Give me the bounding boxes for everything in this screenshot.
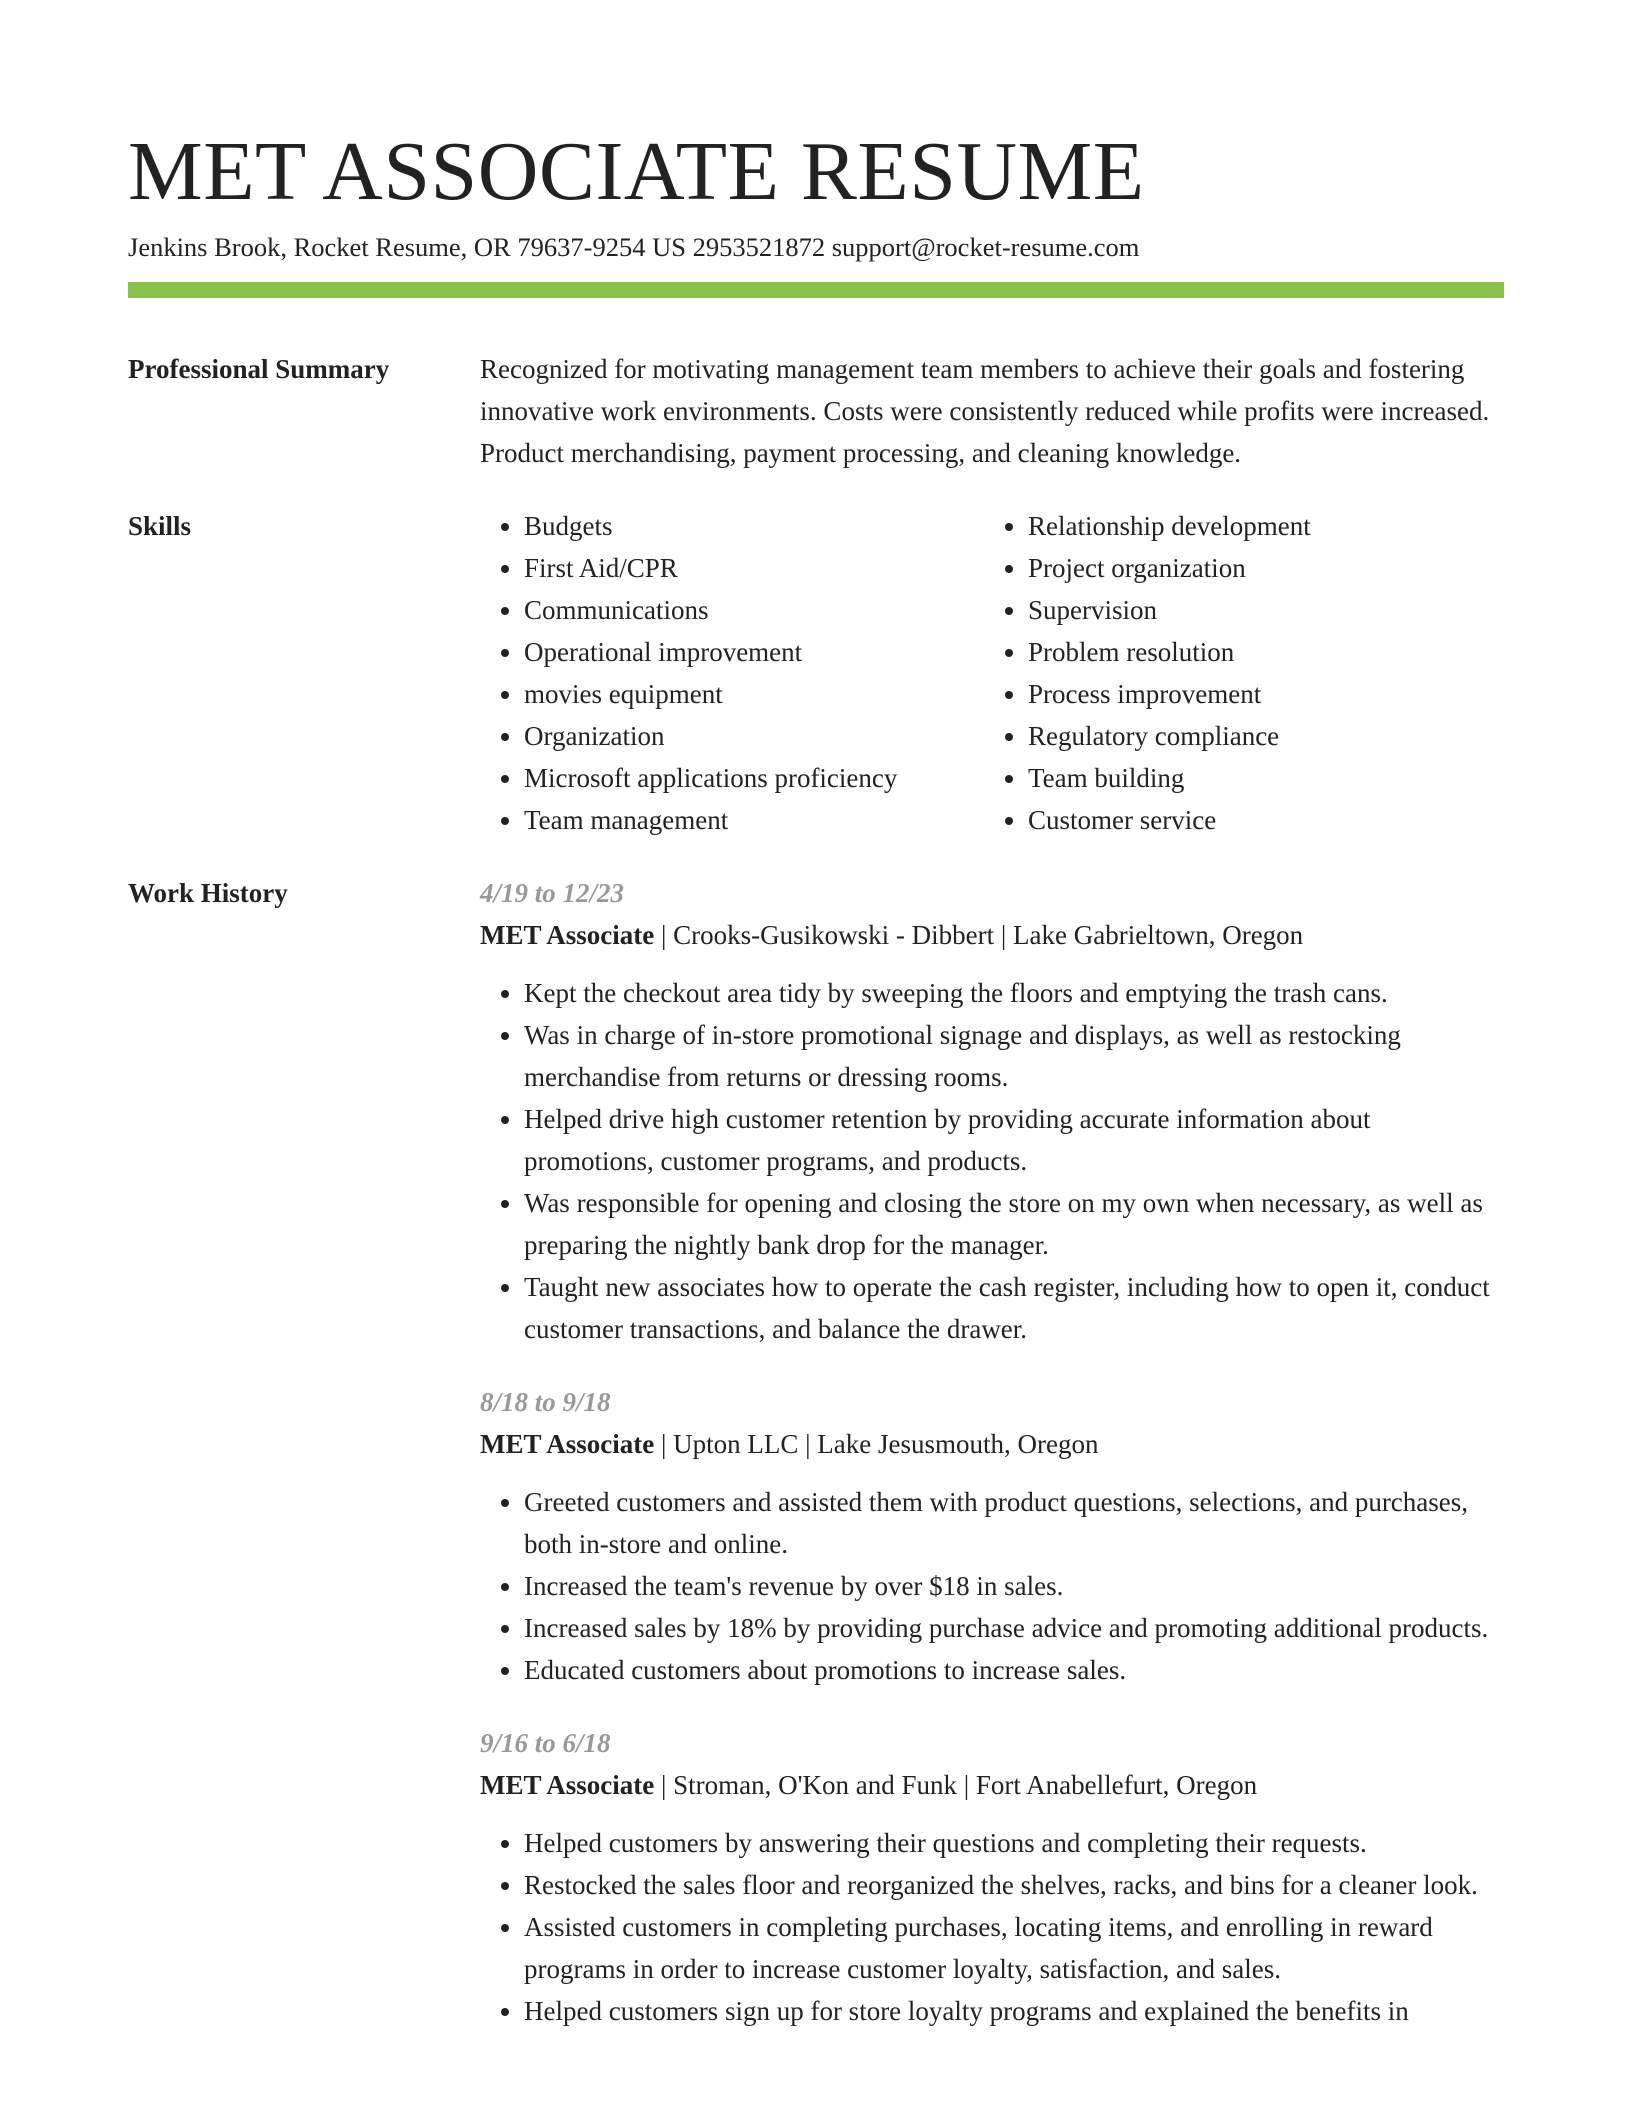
job-bullet: • Was responsible for opening and closing the store on my own when necessary, as well as preparing the nightly bank drop for the manager. xyxy=(524,1182,1504,1266)
job-entry xyxy=(480,1381,1504,1691)
job-bullet: • Greeted customers and assisted them with product questions, selections, and purchases, both in-store and online. xyxy=(524,1481,1504,1565)
skill-item: • Problem resolution xyxy=(1028,631,1504,673)
job-bullet: • Educated customers about promotions to increase sales. xyxy=(524,1649,1504,1691)
skill-item: • Organization xyxy=(524,715,984,757)
resume-page xyxy=(128,0,1504,2063)
skill-item: • Customer service xyxy=(1028,799,1504,841)
skill-item: • First Aid/CPR xyxy=(524,547,984,589)
job-dates: 8/18 to 9/18 xyxy=(480,1387,611,1417)
accent-divider xyxy=(128,282,1504,298)
skill-item: • Operational improvement xyxy=(524,631,984,673)
skill-item: • Relationship development xyxy=(1028,505,1504,547)
job-heading xyxy=(480,1423,1504,1465)
job-entry xyxy=(480,872,1504,1350)
job-employer-location: | Crooks-Gusikowski - Dibbert | Lake Gabrieltown, Oregon xyxy=(654,920,1304,950)
resume-title: MET ASSOCIATE RESUME xyxy=(128,125,1145,218)
job-bullet: • Taught new associates how to operate the cash register, including how to open it, conduct customer transactions, and balance the drawer. xyxy=(524,1266,1504,1350)
job-bullet: • Assisted customers in completing purchases, locating items, and enrolling in reward programs in order to increase customer loyalty, satisfaction, and sales. xyxy=(524,1906,1504,1990)
skills-section xyxy=(128,505,1504,841)
skill-item: • Project organization xyxy=(1028,547,1504,589)
job-heading xyxy=(480,914,1504,956)
job-bullet: • Increased sales by 18% by providing purchase advice and promoting additional products. xyxy=(524,1607,1504,1649)
job-bullet: • Helped drive high customer retention by providing accurate information about promotions, customer programs, and products. xyxy=(524,1098,1504,1182)
job-bullet: • Kept the checkout area tidy by sweeping the floors and emptying the trash cans. xyxy=(524,972,1504,1014)
work-history-section xyxy=(128,872,1504,2063)
job-bullets xyxy=(480,1481,1504,1691)
skill-item: • Process improvement xyxy=(1028,673,1504,715)
section-label-work-history: Work History xyxy=(128,878,288,908)
job-title: MET Associate xyxy=(480,1429,655,1459)
skill-item: • Team building xyxy=(1028,757,1504,799)
job-bullet: • Was in charge of in-store promotional signage and displays, as well as restocking merchandise from returns or dressing rooms. xyxy=(524,1014,1504,1098)
job-employer-location: | Stroman, O'Kon and Funk | Fort Anabellefurt, Oregon xyxy=(654,1770,1258,1800)
skill-item: • Team management xyxy=(524,799,984,841)
job-bullets xyxy=(480,972,1504,1350)
skill-item: • movies equipment xyxy=(524,673,984,715)
section-label-professional-summary: Professional Summary xyxy=(128,354,390,384)
job-title: MET Associate xyxy=(480,1770,655,1800)
job-dates: 9/16 to 6/18 xyxy=(480,1728,611,1758)
section-label-skills: Skills xyxy=(128,511,192,541)
job-bullet: • Helped customers by answering their questions and completing their requests. xyxy=(524,1822,1504,1864)
job-dates: 4/19 to 12/23 xyxy=(480,878,625,908)
skill-item: • Communications xyxy=(524,589,984,631)
professional-summary-section xyxy=(128,348,1504,474)
job-bullet: • Increased the team's revenue by over $18 in sales. xyxy=(524,1565,1504,1607)
job-entry xyxy=(480,1722,1504,2032)
skills-list-right xyxy=(984,505,1504,841)
summary-text: Recognized for motivating management team members to achieve their goals and fostering innovative work environments. Costs were consistently reduced while profits were increased. Product merchandising, payment processing, and cleaning knowledge. xyxy=(480,354,1490,468)
skills-list-left xyxy=(480,505,984,841)
skill-item: • Regulatory compliance xyxy=(1028,715,1504,757)
job-bullets xyxy=(480,1822,1504,2032)
job-heading xyxy=(480,1764,1504,1806)
job-bullet: • Helped customers sign up for store loyalty programs and explained the benefits in xyxy=(524,1990,1504,2032)
job-bullet: • Restocked the sales floor and reorganized the shelves, racks, and bins for a cleaner look. xyxy=(524,1864,1504,1906)
skill-item: • Supervision xyxy=(1028,589,1504,631)
skill-item: • Budgets xyxy=(524,505,984,547)
job-title: MET Associate xyxy=(480,920,655,950)
skill-item: • Microsoft applications proficiency xyxy=(524,757,984,799)
contact-info: Jenkins Brook, Rocket Resume, OR 79637-9254 US 2953521872 support@rocket-resume.com xyxy=(128,232,1140,262)
job-employer-location: | Upton LLC | Lake Jesusmouth, Oregon xyxy=(654,1429,1099,1459)
